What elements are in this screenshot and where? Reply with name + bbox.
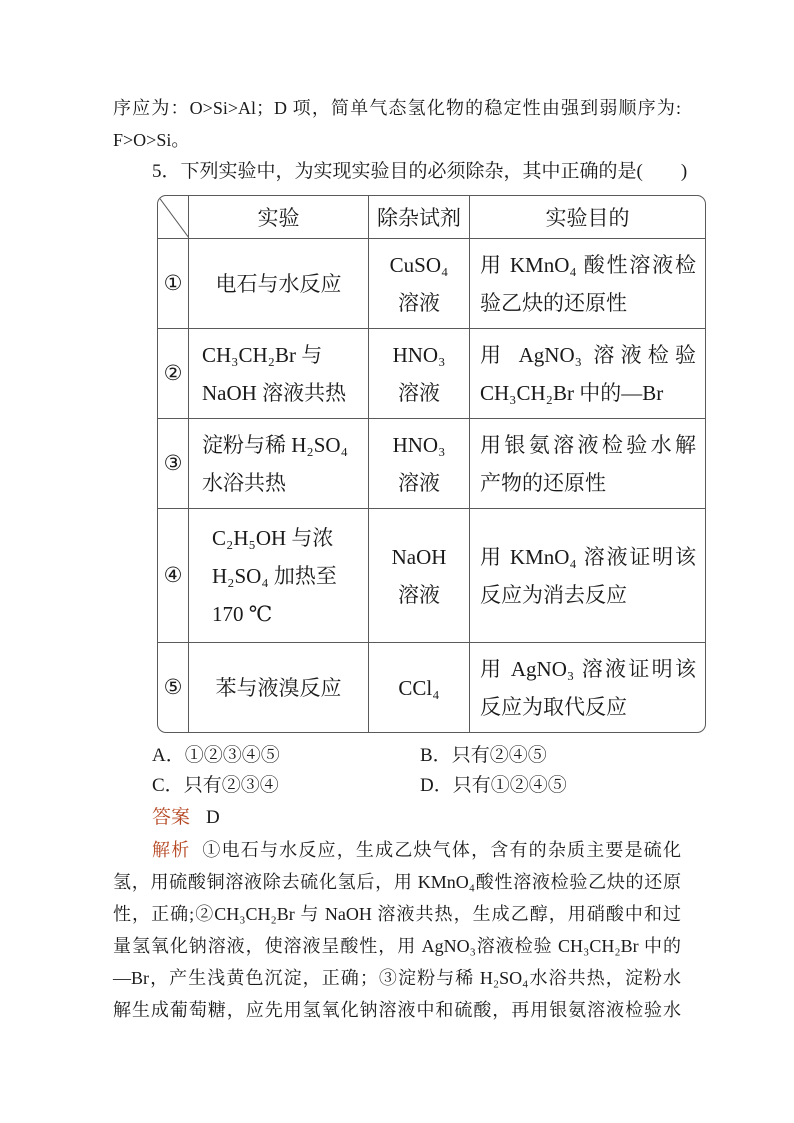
experiment-cell bbox=[189, 509, 369, 643]
analysis-line-1 bbox=[113, 834, 681, 866]
cell-line: 溶液 bbox=[398, 380, 440, 405]
option-label: A． bbox=[152, 745, 185, 766]
row-index: ② bbox=[158, 329, 189, 419]
option-label: C． bbox=[152, 775, 184, 796]
option-text: 只有①②④⑤ bbox=[452, 775, 567, 796]
cell-line: 淀粉与稀 H₂SO₄ bbox=[202, 432, 348, 457]
experiment-cell bbox=[189, 239, 369, 329]
table-header-row bbox=[158, 196, 705, 239]
table-row-4 bbox=[158, 509, 705, 643]
option-label: D． bbox=[420, 775, 453, 796]
cell-line: 用银氨溶液检验水解 bbox=[480, 432, 696, 457]
cell-line: NaOH 溶液共热 bbox=[202, 380, 347, 405]
cell-line: 用 KMnO₄ 酸性溶液检 bbox=[480, 252, 696, 277]
analysis-line-6: 解生成葡萄糖，应先用氢氧化钠溶液中和硫酸，再用银氨溶液检验水 bbox=[113, 1000, 681, 1020]
cell-line: 溶液 bbox=[398, 470, 440, 495]
row-index: ③ bbox=[158, 419, 189, 509]
cell-line: 用 AgNO₃ 溶液证明该 bbox=[480, 656, 696, 681]
cell-line: 反应为取代反应 bbox=[480, 694, 627, 719]
cell-line: HNO₃ bbox=[392, 342, 446, 367]
experiment-cell bbox=[189, 419, 369, 509]
cell-line: 产物的还原性 bbox=[480, 470, 606, 495]
cell-line: 水浴共热 bbox=[202, 470, 286, 495]
reagent-cell bbox=[369, 509, 470, 643]
table-row-1 bbox=[158, 239, 705, 329]
row-index: ① bbox=[158, 239, 189, 329]
purpose-cell bbox=[470, 419, 705, 509]
row-index: ⑤ bbox=[158, 643, 189, 732]
cell-line: 用 KMnO₄ 溶液证明该 bbox=[480, 544, 696, 569]
diagonal-line bbox=[158, 196, 189, 238]
reagent-cell bbox=[369, 239, 470, 329]
cell-line: H₂SO₄ 加热至 bbox=[212, 563, 337, 588]
reagent-cell bbox=[369, 419, 470, 509]
cell-line: C₂H₅OH 与浓 bbox=[212, 525, 334, 550]
purpose-cell bbox=[470, 329, 705, 419]
analysis-label: 解析 bbox=[152, 840, 191, 860]
option-d bbox=[420, 771, 567, 801]
option-label: B． bbox=[420, 745, 452, 766]
option-a bbox=[152, 741, 280, 771]
analysis-line-5: —Br，产生浅黄色沉淀，正确；③淀粉与稀 H₂SO₄水浴共热，淀粉水 bbox=[113, 968, 681, 988]
cell-line: CH₃CH₂Br 中的—Br bbox=[480, 380, 664, 405]
cell-line: CuSO₄ bbox=[389, 252, 449, 277]
analysis-paragraph bbox=[113, 834, 681, 1026]
previous-explanation-continuation bbox=[113, 92, 681, 156]
cell-line: HNO₃ bbox=[392, 432, 446, 457]
reagent-cell bbox=[369, 329, 470, 419]
row-index: ④ bbox=[158, 509, 189, 643]
option-text: ①②③④⑤ bbox=[184, 745, 280, 766]
answer-value: D bbox=[206, 807, 220, 828]
diagonal-header-cell bbox=[158, 196, 189, 239]
option-b bbox=[420, 741, 547, 771]
cell-line: NaOH bbox=[391, 544, 447, 569]
option-c bbox=[152, 771, 279, 801]
option-text: 只有②③④ bbox=[183, 775, 279, 796]
purpose-cell bbox=[470, 643, 705, 732]
cell-line: CCl₄ bbox=[398, 675, 440, 700]
experiment-table bbox=[157, 195, 706, 733]
answer-label: 答案 bbox=[152, 807, 191, 828]
purpose-cell bbox=[470, 239, 705, 329]
analysis-line-4: 量氢氧化钠溶液，使溶液呈酸性，用 AgNO₃溶液检验 CH₃CH₂Br 中的 bbox=[113, 936, 681, 956]
intro-line-2: F>O>Si。 bbox=[113, 130, 190, 150]
option-text: 只有②④⑤ bbox=[451, 745, 547, 766]
cell-line: 170 ℃ bbox=[212, 601, 273, 626]
header-reagent: 除杂试剂 bbox=[369, 196, 470, 239]
purpose-cell bbox=[470, 509, 705, 643]
table-row-5 bbox=[158, 643, 705, 732]
cell-line: 反应为消去反应 bbox=[480, 582, 627, 607]
analysis-text: ①电石与水反应，生成乙炔气体，含有的杂质主要是硫化 bbox=[202, 840, 682, 860]
question-text: 下列实验中，为实现实验目的必须除杂，其中正确的是( ) bbox=[180, 161, 688, 182]
table-row-3 bbox=[158, 419, 705, 509]
header-purpose: 实验目的 bbox=[470, 196, 705, 239]
cell-line: CH₃CH₂Br 与 bbox=[202, 342, 323, 367]
cell-line: 溶液 bbox=[398, 582, 440, 607]
cell-line: 溶液 bbox=[398, 290, 440, 315]
header-experiment: 实验 bbox=[189, 196, 369, 239]
reagent-cell bbox=[369, 643, 470, 732]
cell-line: 苯与液溴反应 bbox=[215, 675, 342, 700]
experiment-cell bbox=[189, 329, 369, 419]
analysis-line-2: 氢，用硫酸铜溶液除去硫化氢后，用 KMnO₄酸性溶液检验乙炔的还原 bbox=[113, 872, 681, 892]
cell-line: 验乙炔的还原性 bbox=[480, 290, 627, 315]
question-5-stem bbox=[152, 156, 687, 188]
table-row-2 bbox=[158, 329, 705, 419]
cell-line: 电石与水反应 bbox=[215, 271, 342, 296]
cell-line: 用 AgNO₃ 溶液检验 bbox=[480, 342, 696, 367]
analysis-line-3: 性，正确;②CH₃CH₂Br 与 NaOH 溶液共热，生成乙醇，用硝酸中和过 bbox=[113, 904, 681, 924]
answer-line bbox=[152, 803, 220, 833]
intro-line-1: 序应为：O>Si>Al；D 项，简单气态氢化物的稳定性由强到弱顺序为: bbox=[113, 98, 681, 118]
experiment-cell bbox=[189, 643, 369, 732]
experiment-table-grid bbox=[158, 196, 705, 732]
question-number: 5． bbox=[152, 161, 181, 182]
